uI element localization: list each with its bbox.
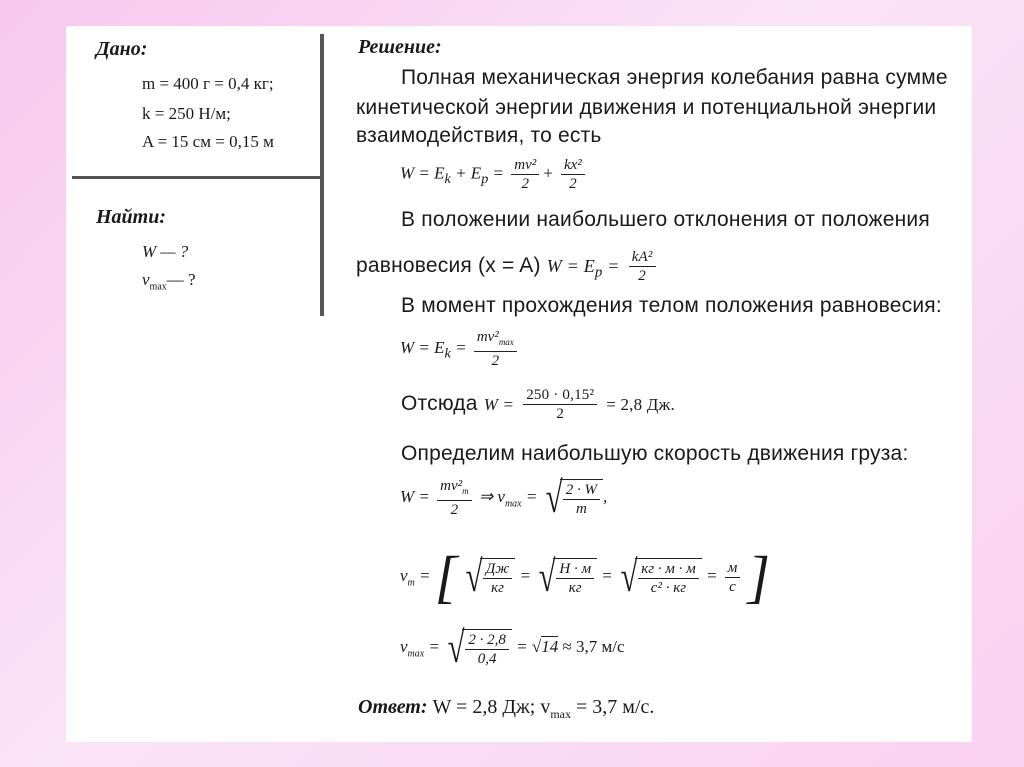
equation-units: $v_m$ = [ √ $\frac{Дж}{кг}$ = √ $\frac{Н \cdot м}{кг}$ = √ $\frac{кг \cdot м \cdot м}{\text{c² · кг}}$ = $\frac{м}{c}$ ] xyxy=(400,544,771,609)
find-title: Найти: xyxy=(96,206,167,228)
equation-total-energy: $W = E_k + E_p$ = $\frac{\text{mv²}}{2}$ + $\frac{\text{kx²}}{2}$ xyxy=(400,156,588,193)
solution-p1-line2: кинетической энергии движения и потенциальной энергии xyxy=(356,96,937,119)
equation-vmax: W = $\frac{mv^2_m}{2}$ ⇒ $v_{max}$ = √ $\frac{2 \cdot W}{m}$ , xyxy=(400,473,608,522)
solution-p5: Определим наибольшую скорость движения груза: xyxy=(401,442,909,465)
vertical-divider xyxy=(320,34,324,316)
answer-line: Ответ: W = 2,8 Дж; $v_{max} = 3,7$ м/с. xyxy=(358,696,655,721)
find-vmax: $v_{max}—$ ? xyxy=(142,270,196,293)
solution-p2-line2: равновесия (x = A) $W = E_p$ = $\frac{\text{kA²}}{2}$ xyxy=(356,248,659,285)
given-line-mass: m = 400 г = 0,4 кг; xyxy=(142,74,274,93)
solution-p2-line1: В положении наибольшего отклонения от положения xyxy=(401,208,930,231)
equation-vmax-value: $v_{max}$ = √ $\frac{2 \cdot 2,8}{0,4}$ = √14 ≈ 3,7 м/с xyxy=(400,623,625,672)
given-line-amplitude: A = 15 см = 0,15 м xyxy=(142,132,274,151)
solution-p1-line1: Полная механическая энергия колебания равна сумме xyxy=(401,66,948,89)
solution-p1-line3: взаимодействия, то есть xyxy=(356,124,602,147)
solution-title: Решение: xyxy=(358,36,442,58)
solution-p3: В момент прохождения телом положения равновесия: xyxy=(401,294,942,317)
solution-p4: Отсюда W = $\frac{\text{250 · 0,15²}}{2}$ = 2,8 Дж. xyxy=(401,387,675,422)
given-title: Дано: xyxy=(96,38,148,60)
slide-sheet xyxy=(66,26,972,742)
find-energy: W — ? xyxy=(142,242,189,261)
horizontal-divider xyxy=(72,176,322,179)
equation-kinetic-max: $W = E_k$ = $\frac{mv^2_{max}}{2}$ xyxy=(400,328,520,370)
given-line-stiffness: k = 250 Н/м; xyxy=(142,104,231,123)
